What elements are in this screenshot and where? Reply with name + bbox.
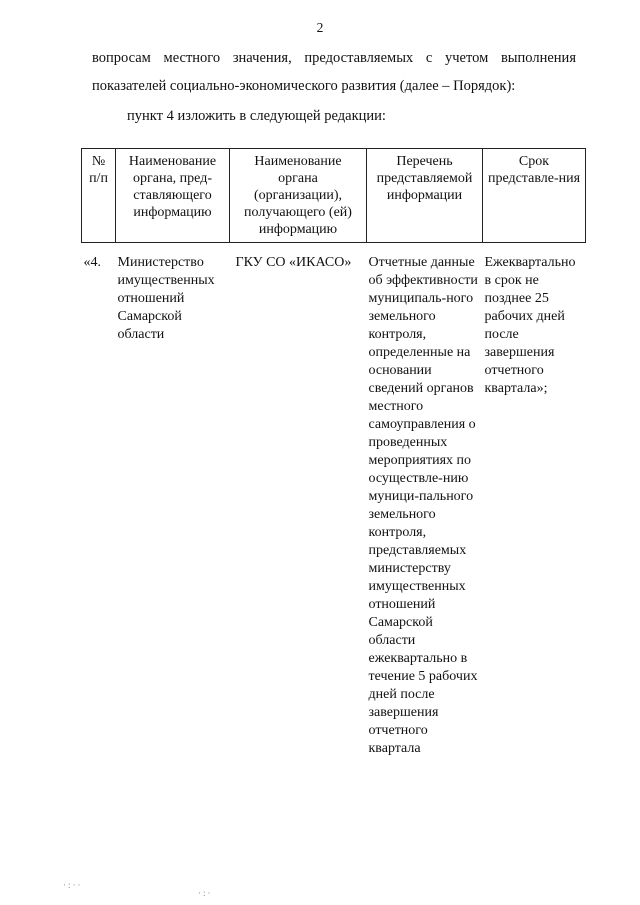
- header-provider: Наименование органа, пред-ставляющего информацию: [116, 149, 230, 243]
- row-receiver: ГКУ СО «ИКАСО»: [235, 255, 352, 270]
- row-info: Отчетные данные об эффективности муниципаль-ного земельного контроля, определенные на основании сведений органов местного самоуправления о проведенных мероприятиях по осуществле-нию муници-пального земельного контроля, представляемых министерству имущественных отношений Самарской области ежеквартально в течение 5 рабочих дней после завершения отчетного квартала: [368, 255, 478, 756]
- scan-artifact: ·:··: [63, 880, 83, 890]
- header-deadline: Срок представле-ния: [483, 149, 586, 243]
- row-deadline: Ежеквартально в срок не позднее 25 рабочих дней после завершения отчетного квартала»;: [484, 255, 576, 396]
- page-number: 2: [316, 20, 324, 35]
- header-receiver: Наименование органа (организации), получающего (ей) информацию: [230, 149, 367, 243]
- paragraph-definition: показателей социально-экономического развития (далее – Порядок):: [92, 78, 516, 94]
- header-number: № п/п: [82, 149, 116, 243]
- information-table: [81, 148, 586, 761]
- paragraph-continuation: вопросам местного значения, предоставляемых с учетом выполнения: [92, 50, 576, 66]
- paragraph-amendment: пункт 4 изложить в следующей редакции:: [127, 108, 386, 124]
- scan-artifact: ·:·: [198, 888, 213, 898]
- header-info-list: Перечень представляемой информации: [367, 149, 483, 243]
- row-provider: Министерство имущественных отношений Самарской области: [117, 255, 215, 342]
- row-number: «4.: [83, 255, 101, 270]
- table-header-row: [82, 149, 586, 243]
- table-row: [82, 251, 586, 761]
